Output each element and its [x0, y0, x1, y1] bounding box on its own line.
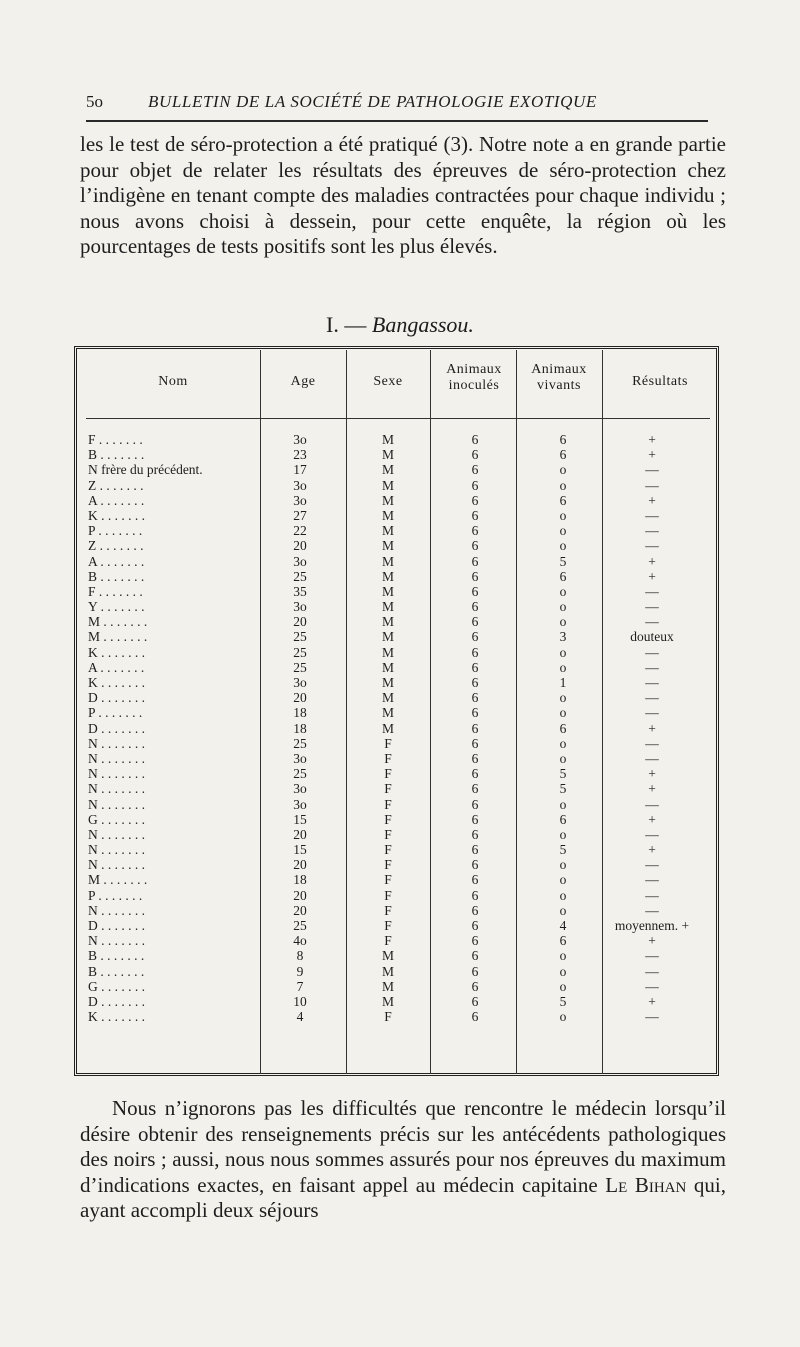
cell-nom: B . . . . . . .	[88, 948, 145, 964]
cell-nom: N . . . . . . .	[88, 781, 145, 797]
column-header-age: Age	[290, 374, 316, 389]
cell-vivants: 6	[559, 720, 567, 736]
cell-inocules: 6	[471, 507, 479, 523]
cell-nom: P . . . . . . .	[88, 705, 143, 721]
section-number: I. —	[326, 312, 367, 337]
cell-vivants: o	[559, 583, 567, 599]
cell-sexe: F	[384, 918, 392, 933]
cell-vivants: o	[559, 978, 567, 994]
cell-inocules: 6	[471, 477, 479, 493]
cell-nom: N . . . . . . .	[88, 826, 145, 842]
cell-age: 3o	[293, 492, 307, 508]
cell-vivants: o	[559, 963, 567, 979]
table-row	[0, 1009, 800, 1024]
cell-sexe: M	[381, 507, 394, 523]
cell-inocules: 6	[471, 644, 479, 660]
cell-inocules: 6	[471, 599, 479, 615]
cell-vivants: o	[559, 614, 567, 630]
cell-resultat: +	[648, 993, 656, 1009]
cell-age: 4	[296, 1009, 304, 1025]
section-place: Bangassou.	[371, 312, 474, 337]
cell-nom: B . . . . . . .	[88, 963, 145, 979]
cell-age: 3o	[293, 781, 307, 797]
cell-resultat: —	[645, 599, 659, 615]
cell-age: 25	[293, 659, 307, 675]
cell-vivants: 5	[559, 842, 567, 858]
table-row	[0, 629, 800, 644]
cell-sexe: F	[384, 766, 392, 782]
cell-nom: N . . . . . . .	[88, 842, 145, 858]
cell-resultat: —	[645, 750, 659, 766]
column-header-sexe: Sexe	[373, 374, 403, 389]
cell-vivants: 6	[559, 568, 567, 584]
header-rule	[86, 120, 708, 122]
cell-nom: N . . . . . . .	[88, 902, 145, 918]
cell-age: 20	[293, 538, 307, 554]
cell-vivants: o	[559, 826, 567, 842]
cell-sexe: M	[381, 477, 394, 493]
cell-inocules: 6	[471, 432, 479, 447]
cell-vivants: o	[559, 796, 567, 812]
table-row	[0, 508, 800, 523]
cell-age: 25	[293, 766, 307, 782]
cell-resultat: —	[645, 796, 659, 812]
cell-vivants: o	[559, 507, 567, 523]
doctor-name: Le Bihan	[605, 1172, 687, 1197]
cell-sexe: M	[381, 690, 394, 706]
cell-inocules: 6	[471, 933, 479, 949]
cell-inocules: 6	[471, 447, 479, 463]
cell-inocules: 6	[471, 675, 479, 690]
cell-sexe: M	[381, 948, 394, 964]
cell-nom: F . . . . . . .	[88, 583, 143, 599]
cell-vivants: 1	[559, 675, 567, 690]
cell-age: 18	[293, 872, 307, 888]
cell-age: 3o	[293, 477, 307, 493]
table-row	[0, 964, 800, 979]
cell-age: 8	[296, 948, 304, 964]
cell-inocules: 6	[471, 978, 479, 994]
cell-inocules: 6	[471, 781, 479, 797]
cell-inocules: 6	[471, 872, 479, 888]
cell-inocules: 6	[471, 462, 479, 478]
table-row	[0, 614, 800, 629]
header-divider	[86, 418, 710, 419]
cell-inocules: 6	[471, 538, 479, 554]
table-row	[0, 933, 800, 948]
cell-resultat: —	[645, 887, 659, 903]
cell-sexe: F	[384, 933, 392, 949]
cell-vivants: o	[559, 690, 567, 706]
table-row	[0, 812, 800, 827]
table-row	[0, 554, 800, 569]
cell-age: 25	[293, 918, 307, 933]
cell-age: 25	[293, 644, 307, 660]
cell-nom: N . . . . . . .	[88, 933, 145, 949]
cell-inocules: 6	[471, 993, 479, 1009]
table-row	[0, 478, 800, 493]
cell-age: 18	[293, 705, 307, 721]
cell-age: 35	[293, 583, 307, 599]
cell-resultat: douteux	[630, 629, 674, 645]
cell-nom: N . . . . . . .	[88, 750, 145, 766]
cell-sexe: M	[381, 993, 394, 1009]
cell-sexe: F	[384, 887, 392, 903]
section-title	[0, 312, 800, 338]
table-row	[0, 645, 800, 660]
cell-inocules: 6	[471, 629, 479, 645]
cell-sexe: F	[384, 872, 392, 888]
cell-sexe: F	[384, 842, 392, 858]
cell-vivants: 5	[559, 766, 567, 782]
cell-vivants: 3	[559, 629, 567, 645]
cell-sexe: F	[384, 781, 392, 797]
cell-sexe: F	[384, 826, 392, 842]
cell-sexe: F	[384, 811, 392, 827]
cell-sexe: F	[384, 902, 392, 918]
cell-inocules: 6	[471, 720, 479, 736]
table-row	[0, 462, 800, 477]
running-header: BULLETIN DE LA SOCIÉTÉ DE PATHOLOGIE EXOTIQUE	[148, 92, 597, 111]
cell-age: 3o	[293, 675, 307, 690]
table-row	[0, 888, 800, 903]
cell-nom: B . . . . . . .	[88, 447, 145, 463]
cell-vivants: o	[559, 659, 567, 675]
cell-sexe: M	[381, 599, 394, 615]
cell-sexe: M	[381, 675, 394, 690]
cell-inocules: 6	[471, 1009, 479, 1025]
table-row	[0, 857, 800, 872]
cell-inocules: 6	[471, 887, 479, 903]
table-row	[0, 721, 800, 736]
cell-resultat: moyennem. +	[614, 918, 690, 933]
cell-resultat: —	[645, 1009, 659, 1025]
cell-age: 27	[293, 507, 307, 523]
cell-resultat: —	[645, 523, 659, 539]
cell-age: 20	[293, 826, 307, 842]
cell-nom: A . . . . . . .	[88, 492, 145, 508]
table-row	[0, 690, 800, 705]
cell-nom: N . . . . . . .	[88, 735, 145, 751]
cell-resultat: +	[648, 766, 656, 782]
cell-vivants: o	[559, 644, 567, 660]
cell-resultat: —	[645, 826, 659, 842]
cell-nom: M . . . . . . .	[88, 614, 148, 630]
table-row	[0, 872, 800, 887]
cell-nom: N . . . . . . .	[88, 857, 145, 873]
table-row	[0, 766, 800, 781]
cell-vivants: o	[559, 1009, 567, 1025]
cell-sexe: F	[384, 796, 392, 812]
cell-vivants: 5	[559, 553, 567, 569]
cell-vivants: o	[559, 462, 567, 478]
cell-resultat: —	[645, 705, 659, 721]
cell-nom: K . . . . . . .	[88, 644, 145, 660]
cell-sexe: M	[381, 644, 394, 660]
cell-inocules: 6	[471, 948, 479, 964]
cell-nom: N . . . . . . .	[88, 796, 145, 812]
cell-resultat: +	[648, 842, 656, 858]
cell-nom: G . . . . . . .	[88, 978, 145, 994]
cell-vivants: o	[559, 477, 567, 493]
cell-vivants: 6	[559, 447, 567, 463]
cell-inocules: 6	[471, 614, 479, 630]
cell-age: 3o	[293, 750, 307, 766]
cell-nom: K . . . . . . .	[88, 507, 145, 523]
cell-age: 15	[293, 842, 307, 858]
cell-vivants: o	[559, 538, 567, 554]
cell-nom: B . . . . . . .	[88, 568, 145, 584]
conclusion-text: Nous n’ignorons pas les difficultés que rencontre le médecin lorsqu’il désire obtenir des renseignements précis sur les antécédents pathologiques des noirs ; aussi, nous nous sommes assurés pour nos épreuves du maximum d’indications exactes, en faisant appel au médecin capitaine	[80, 1096, 726, 1197]
conclusion-paragraph	[80, 1096, 726, 1224]
cell-nom: D . . . . . . .	[88, 690, 145, 706]
table-row	[0, 705, 800, 720]
cell-resultat: —	[645, 477, 659, 493]
cell-sexe: F	[384, 1009, 392, 1025]
column-header-resultats: Résultats	[632, 374, 688, 389]
cell-nom: D . . . . . . .	[88, 993, 145, 1009]
table-row	[0, 660, 800, 675]
cell-age: 25	[293, 735, 307, 751]
cell-nom: P . . . . . . .	[88, 523, 143, 539]
cell-vivants: 5	[559, 993, 567, 1009]
cell-sexe: F	[384, 750, 392, 766]
cell-sexe: M	[381, 629, 394, 645]
cell-nom: K . . . . . . .	[88, 1009, 145, 1025]
cell-resultat: +	[648, 811, 656, 827]
cell-age: 20	[293, 857, 307, 873]
cell-nom: N frère du précédent.	[88, 462, 203, 478]
table-row	[0, 827, 800, 842]
cell-resultat: —	[645, 690, 659, 706]
cell-sexe: M	[381, 978, 394, 994]
cell-resultat: —	[645, 538, 659, 554]
table-row	[0, 751, 800, 766]
cell-resultat: —	[645, 735, 659, 751]
cell-sexe: M	[381, 583, 394, 599]
cell-resultat: —	[645, 963, 659, 979]
table-row	[0, 918, 800, 933]
cell-vivants: o	[559, 705, 567, 721]
table-row	[0, 447, 800, 462]
cell-inocules: 6	[471, 583, 479, 599]
cell-sexe: M	[381, 568, 394, 584]
cell-inocules: 6	[471, 918, 479, 933]
cell-vivants: o	[559, 857, 567, 873]
table-row	[0, 797, 800, 812]
cell-vivants: o	[559, 887, 567, 903]
cell-sexe: M	[381, 432, 394, 447]
cell-age: 9	[296, 963, 304, 979]
cell-age: 17	[293, 462, 307, 478]
cell-nom: Y . . . . . . .	[88, 599, 145, 615]
cell-resultat: +	[648, 933, 656, 949]
table-row	[0, 432, 800, 447]
cell-nom: D . . . . . . .	[88, 918, 145, 933]
table-row	[0, 979, 800, 994]
cell-age: 20	[293, 902, 307, 918]
cell-nom: F . . . . . . .	[88, 432, 143, 447]
cell-resultat: —	[645, 675, 659, 690]
page-number: 5o	[86, 92, 103, 111]
cell-nom: D . . . . . . .	[88, 720, 145, 736]
cell-resultat: —	[645, 948, 659, 964]
table-row	[0, 948, 800, 963]
cell-age: 10	[293, 993, 307, 1009]
cell-inocules: 6	[471, 963, 479, 979]
cell-nom: Z . . . . . . .	[88, 538, 144, 554]
cell-resultat: —	[645, 872, 659, 888]
cell-resultat: —	[645, 978, 659, 994]
cell-age: 7	[296, 978, 304, 994]
cell-vivants: 6	[559, 492, 567, 508]
cell-resultat: +	[648, 568, 656, 584]
cell-inocules: 6	[471, 705, 479, 721]
table-row	[0, 675, 800, 690]
cell-age: 4o	[293, 933, 307, 949]
cell-nom: A . . . . . . .	[88, 553, 145, 569]
cell-sexe: M	[381, 462, 394, 478]
cell-sexe: M	[381, 614, 394, 630]
cell-nom: K . . . . . . .	[88, 675, 145, 690]
cell-vivants: 5	[559, 781, 567, 797]
cell-vivants: o	[559, 750, 567, 766]
cell-age: 20	[293, 887, 307, 903]
cell-inocules: 6	[471, 492, 479, 508]
cell-nom: G . . . . . . .	[88, 811, 145, 827]
cell-resultat: —	[645, 614, 659, 630]
cell-inocules: 6	[471, 750, 479, 766]
cell-sexe: F	[384, 735, 392, 751]
table-row	[0, 584, 800, 599]
table-row	[0, 842, 800, 857]
cell-inocules: 6	[471, 826, 479, 842]
cell-sexe: M	[381, 659, 394, 675]
cell-vivants: o	[559, 523, 567, 539]
table-row	[0, 781, 800, 796]
cell-age: 25	[293, 568, 307, 584]
table-row	[0, 538, 800, 553]
cell-sexe: M	[381, 523, 394, 539]
cell-inocules: 6	[471, 857, 479, 873]
cell-resultat: —	[645, 644, 659, 660]
cell-vivants: o	[559, 902, 567, 918]
cell-nom: Z . . . . . . .	[88, 477, 144, 493]
intro-paragraph: les le test de séro-protection a été pratiqué (3). Notre note a en grande partie pour objet de relater les résultats des épreuves de séro-protection chez l’indigène en tenant compte des maladies contractées pour chaque individu ; nous avons choisi à dessein, pour cette enquête, la région où les pourcentages de tests positifs sont les plus élevés.	[80, 132, 726, 258]
cell-age: 20	[293, 614, 307, 630]
cell-vivants: o	[559, 872, 567, 888]
cell-age: 18	[293, 720, 307, 736]
cell-age: 25	[293, 629, 307, 645]
table-row	[0, 523, 800, 538]
cell-sexe: M	[381, 705, 394, 721]
column-header-vivants: Animaux vivants	[531, 362, 587, 393]
cell-sexe: M	[381, 963, 394, 979]
cell-resultat: —	[645, 659, 659, 675]
table-row	[0, 994, 800, 1009]
cell-resultat: —	[645, 462, 659, 478]
cell-resultat: —	[645, 507, 659, 523]
cell-age: 22	[293, 523, 307, 539]
column-header-inocules: Animaux inoculés	[446, 362, 502, 393]
cell-resultat: —	[645, 902, 659, 918]
cell-inocules: 6	[471, 568, 479, 584]
cell-vivants: o	[559, 599, 567, 615]
cell-vivants: 6	[559, 432, 567, 447]
table-row	[0, 569, 800, 584]
cell-age: 3o	[293, 553, 307, 569]
cell-inocules: 6	[471, 659, 479, 675]
cell-sexe: M	[381, 447, 394, 463]
cell-sexe: M	[381, 492, 394, 508]
cell-nom: P . . . . . . .	[88, 887, 143, 903]
cell-vivants: o	[559, 948, 567, 964]
cell-resultat: +	[648, 432, 656, 447]
cell-sexe: M	[381, 553, 394, 569]
table-row	[0, 599, 800, 614]
cell-age: 3o	[293, 432, 307, 447]
cell-inocules: 6	[471, 902, 479, 918]
cell-age: 3o	[293, 599, 307, 615]
cell-sexe: M	[381, 538, 394, 554]
cell-resultat: +	[648, 492, 656, 508]
cell-sexe: F	[384, 857, 392, 873]
conclusion-text-end: qui, ayant accompli deux séjours	[80, 1172, 726, 1222]
table-row	[0, 903, 800, 918]
cell-inocules: 6	[471, 766, 479, 782]
cell-inocules: 6	[471, 523, 479, 539]
cell-resultat: +	[648, 447, 656, 463]
cell-nom: M . . . . . . .	[88, 629, 148, 645]
cell-vivants: 6	[559, 811, 567, 827]
cell-age: 15	[293, 811, 307, 827]
cell-resultat: +	[648, 781, 656, 797]
cell-age: 23	[293, 447, 307, 463]
cell-inocules: 6	[471, 735, 479, 751]
cell-sexe: M	[381, 720, 394, 736]
cell-inocules: 6	[471, 796, 479, 812]
cell-age: 3o	[293, 796, 307, 812]
cell-resultat: —	[645, 857, 659, 873]
cell-resultat: —	[645, 583, 659, 599]
cell-nom: A . . . . . . .	[88, 659, 145, 675]
cell-nom: M . . . . . . .	[88, 872, 148, 888]
cell-resultat: +	[648, 720, 656, 736]
cell-age: 20	[293, 690, 307, 706]
cell-vivants: 6	[559, 933, 567, 949]
cell-inocules: 6	[471, 690, 479, 706]
cell-inocules: 6	[471, 553, 479, 569]
table-row	[0, 493, 800, 508]
cell-inocules: 6	[471, 811, 479, 827]
cell-resultat: +	[648, 553, 656, 569]
cell-nom: N . . . . . . .	[88, 766, 145, 782]
column-header-nom: Nom	[158, 374, 188, 389]
table-row	[0, 736, 800, 751]
table-body	[0, 432, 800, 1024]
cell-inocules: 6	[471, 842, 479, 858]
cell-vivants: o	[559, 735, 567, 751]
cell-vivants: 4	[559, 918, 567, 933]
